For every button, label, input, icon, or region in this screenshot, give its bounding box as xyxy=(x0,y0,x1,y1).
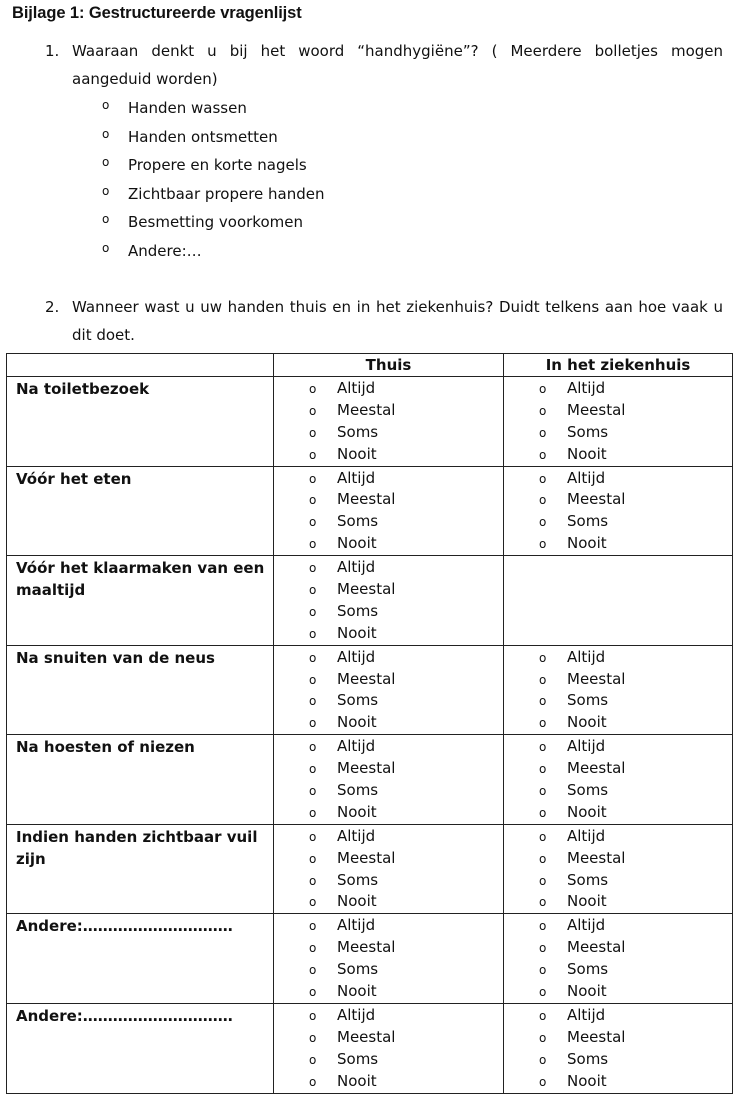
radio-circle-icon[interactable]: o xyxy=(309,851,317,866)
option-zichtbaar-propere-handen[interactable] xyxy=(0,180,750,209)
frequency-option[interactable] xyxy=(504,647,732,669)
frequency-label: Altijd xyxy=(337,647,376,666)
frequency-label: Nooit xyxy=(337,982,377,1001)
frequency-label: Soms xyxy=(567,1049,609,1068)
frequency-label: Soms xyxy=(337,960,379,979)
option-label: Besmetting voorkomen xyxy=(128,213,303,232)
frequency-label: Soms xyxy=(567,781,609,800)
frequency-option[interactable] xyxy=(274,959,503,981)
frequency-option[interactable] xyxy=(504,959,732,981)
cell-ziekenhuis xyxy=(504,735,733,825)
radio-circle-icon[interactable]: o xyxy=(102,240,110,255)
frequency-label: Soms xyxy=(337,512,379,531)
cell-thuis xyxy=(274,824,504,914)
frequency-option[interactable] xyxy=(504,489,732,511)
radio-circle-icon[interactable]: o xyxy=(309,672,317,687)
radio-circle-icon[interactable]: o xyxy=(539,919,547,934)
frequency-option[interactable] xyxy=(274,736,503,758)
question-1-text: Waaraan denkt u bij het woord “handhygiëne”? ( Meerdere bolletjes mogen aangeduid worden) xyxy=(72,42,723,88)
frequency-option[interactable] xyxy=(504,400,732,422)
radio-circle-icon[interactable]: o xyxy=(309,694,317,709)
radio-circle-icon[interactable]: o xyxy=(309,895,317,910)
cell-thuis xyxy=(274,735,504,825)
radio-circle-icon[interactable]: o xyxy=(102,212,110,227)
frequency-option[interactable] xyxy=(504,848,732,870)
frequency-label: Nooit xyxy=(337,623,377,642)
radio-circle-icon[interactable]: o xyxy=(102,126,110,141)
frequency-options xyxy=(274,557,503,645)
radio-circle-icon[interactable]: o xyxy=(539,425,547,440)
frequency-label: Altijd xyxy=(567,826,606,845)
frequency-label: Nooit xyxy=(567,444,607,463)
radio-circle-icon[interactable]: o xyxy=(309,561,317,576)
frequency-option[interactable] xyxy=(504,937,732,959)
radio-circle-icon[interactable]: o xyxy=(309,740,317,755)
frequency-option[interactable] xyxy=(274,712,503,734)
radio-circle-icon[interactable]: o xyxy=(102,183,110,198)
table-row xyxy=(7,645,733,735)
row-label: Na snuiten van de neus xyxy=(7,645,274,735)
radio-circle-icon[interactable]: o xyxy=(309,493,317,508)
frequency-label: Nooit xyxy=(567,534,607,553)
frequency-option[interactable] xyxy=(504,690,732,712)
row-label: Andere:………………………… xyxy=(7,1003,274,1093)
radio-circle-icon[interactable]: o xyxy=(309,1052,317,1067)
row-label: Indien handen zichtbaar vuil zijn xyxy=(7,824,274,914)
frequency-label: Nooit xyxy=(337,444,377,463)
frequency-option[interactable] xyxy=(504,891,732,913)
radio-circle-icon[interactable]: o xyxy=(309,403,317,418)
option-label: Handen wassen xyxy=(128,99,247,117)
option-label: Andere:… xyxy=(128,241,202,260)
radio-circle-icon[interactable]: o xyxy=(539,537,547,552)
table-row xyxy=(7,466,733,556)
frequency-option[interactable] xyxy=(274,780,503,802)
frequency-table xyxy=(6,353,733,1094)
radio-circle-icon[interactable]: o xyxy=(539,784,547,799)
header-empty xyxy=(7,354,274,377)
frequency-label: Soms xyxy=(567,870,609,889)
radio-circle-icon[interactable]: o xyxy=(309,762,317,777)
table-row xyxy=(7,735,733,825)
frequency-option[interactable] xyxy=(504,1005,732,1027)
frequency-label: Nooit xyxy=(337,892,377,911)
frequency-label: Meestal xyxy=(337,580,396,599)
frequency-option[interactable] xyxy=(504,981,732,1003)
question-2-text: Wanneer wast u uw handen thuis en in het ziekenhuis? Duidt telkens aan hoe vaak u dit doet. xyxy=(72,298,723,344)
frequency-option[interactable] xyxy=(274,647,503,669)
frequency-option[interactable] xyxy=(274,1049,503,1071)
frequency-option[interactable] xyxy=(274,1071,503,1093)
frequency-options xyxy=(274,826,503,914)
frequency-label: Nooit xyxy=(567,1071,607,1090)
header-ziekenhuis: In het ziekenhuis xyxy=(504,354,733,377)
radio-circle-icon[interactable]: o xyxy=(309,425,317,440)
frequency-option[interactable] xyxy=(274,848,503,870)
radio-circle-icon[interactable]: o xyxy=(539,805,547,820)
row-label: Vóór het klaarmaken van een maaltijd xyxy=(7,556,274,646)
radio-circle-icon[interactable]: o xyxy=(539,716,547,731)
radio-circle-icon[interactable]: o xyxy=(539,447,547,462)
radio-circle-icon[interactable]: o xyxy=(539,650,547,665)
frequency-options xyxy=(504,915,732,1003)
frequency-label: Meestal xyxy=(567,490,626,509)
frequency-label: Altijd xyxy=(567,1005,606,1024)
frequency-option[interactable] xyxy=(274,422,503,444)
radio-circle-icon[interactable]: o xyxy=(539,672,547,687)
frequency-option[interactable] xyxy=(274,601,503,623)
frequency-label: Altijd xyxy=(337,737,376,756)
table-row xyxy=(7,824,733,914)
radio-circle-icon[interactable]: o xyxy=(539,873,547,888)
frequency-option[interactable] xyxy=(274,758,503,780)
row-label: Na hoesten of niezen xyxy=(7,735,274,825)
frequency-label: Nooit xyxy=(337,713,377,732)
radio-circle-icon[interactable]: o xyxy=(309,447,317,462)
frequency-label: Meestal xyxy=(567,669,626,688)
frequency-label: Meestal xyxy=(567,759,626,778)
frequency-label: Soms xyxy=(337,870,379,889)
frequency-label: Altijd xyxy=(337,826,376,845)
frequency-label: Meestal xyxy=(337,938,396,957)
frequency-options xyxy=(504,647,732,735)
cell-thuis xyxy=(274,1003,504,1093)
frequency-option[interactable] xyxy=(274,557,503,579)
cell-ziekenhuis xyxy=(504,824,733,914)
question-1-number: 1. xyxy=(45,42,60,60)
frequency-label: Nooit xyxy=(567,802,607,821)
option-label: Zichtbaar propere handen xyxy=(128,184,325,203)
radio-circle-icon[interactable]: o xyxy=(539,829,547,844)
frequency-option[interactable] xyxy=(274,1027,503,1049)
cell-ziekenhuis xyxy=(504,556,733,646)
frequency-options xyxy=(274,736,503,824)
radio-circle-icon[interactable]: o xyxy=(309,537,317,552)
frequency-label: Nooit xyxy=(337,1071,377,1090)
radio-circle-icon[interactable]: o xyxy=(539,762,547,777)
radio-circle-icon[interactable]: o xyxy=(539,382,547,396)
frequency-option[interactable] xyxy=(274,802,503,824)
cell-thuis xyxy=(274,466,504,556)
frequency-options xyxy=(274,468,503,556)
radio-circle-icon[interactable]: o xyxy=(309,829,317,844)
frequency-label: Soms xyxy=(337,601,379,620)
frequency-options xyxy=(274,378,503,466)
radio-circle-icon[interactable]: o xyxy=(539,471,547,486)
frequency-option[interactable] xyxy=(504,1049,732,1071)
frequency-option[interactable] xyxy=(504,736,732,758)
row-label: Vóór het eten xyxy=(7,466,274,556)
table-row xyxy=(7,377,733,467)
cell-thuis xyxy=(274,556,504,646)
option-label: Handen ontsmetten xyxy=(128,127,278,146)
frequency-label: Altijd xyxy=(567,647,606,666)
radio-circle-icon[interactable]: o xyxy=(539,694,547,709)
option-label: Propere en korte nagels xyxy=(128,156,307,175)
cell-ziekenhuis xyxy=(504,1003,733,1093)
frequency-option[interactable] xyxy=(274,1005,503,1027)
radio-circle-icon[interactable]: o xyxy=(539,851,547,866)
radio-circle-icon[interactable]: o xyxy=(539,1008,547,1023)
frequency-option[interactable] xyxy=(504,780,732,802)
frequency-option[interactable] xyxy=(504,826,732,848)
frequency-option[interactable] xyxy=(504,1071,732,1093)
frequency-label: Soms xyxy=(337,422,379,441)
radio-circle-icon[interactable]: o xyxy=(539,493,547,508)
frequency-label: Meestal xyxy=(337,400,396,419)
frequency-option[interactable] xyxy=(504,468,732,490)
frequency-option[interactable] xyxy=(274,690,503,712)
radio-circle-icon[interactable]: o xyxy=(309,583,317,598)
frequency-option[interactable] xyxy=(504,422,732,444)
frequency-options xyxy=(274,647,503,735)
frequency-label: Soms xyxy=(337,781,379,800)
row-label: Na toiletbezoek xyxy=(7,377,274,467)
frequency-label: Nooit xyxy=(337,534,377,553)
frequency-label: Altijd xyxy=(337,1005,376,1024)
radio-circle-icon[interactable]: o xyxy=(309,650,317,665)
frequency-label: Altijd xyxy=(567,468,606,487)
table-row xyxy=(7,914,733,1004)
table-row xyxy=(7,1003,733,1093)
frequency-label: Altijd xyxy=(567,737,606,756)
radio-circle-icon[interactable]: o xyxy=(539,740,547,755)
frequency-options xyxy=(504,468,732,556)
frequency-options xyxy=(274,915,503,1003)
frequency-option[interactable] xyxy=(504,802,732,824)
frequency-option[interactable] xyxy=(504,511,732,533)
frequency-option[interactable] xyxy=(274,669,503,691)
frequency-label: Altijd xyxy=(337,916,376,935)
frequency-label: Soms xyxy=(567,691,609,710)
radio-circle-icon[interactable]: o xyxy=(309,805,317,820)
frequency-label: Meestal xyxy=(337,759,396,778)
frequency-option[interactable] xyxy=(504,712,732,734)
cell-ziekenhuis xyxy=(504,466,733,556)
frequency-label: Meestal xyxy=(567,400,626,419)
frequency-label: Nooit xyxy=(567,982,607,1001)
frequency-label: Soms xyxy=(567,422,609,441)
question-2-number: 2. xyxy=(45,298,60,316)
question-1-options xyxy=(0,94,750,266)
frequency-label: Meestal xyxy=(567,1027,626,1046)
option-handen-wassen[interactable] xyxy=(0,94,750,123)
frequency-option[interactable] xyxy=(274,937,503,959)
frequency-options xyxy=(504,826,732,914)
frequency-option[interactable] xyxy=(274,870,503,892)
frequency-option[interactable] xyxy=(504,669,732,691)
frequency-option[interactable] xyxy=(274,489,503,511)
table-header-row xyxy=(7,354,733,377)
header-thuis: Thuis xyxy=(274,354,504,377)
frequency-label: Altijd xyxy=(337,558,376,577)
radio-circle-icon[interactable]: o xyxy=(309,382,317,396)
frequency-option[interactable] xyxy=(274,444,503,466)
frequency-option[interactable] xyxy=(504,758,732,780)
option-andere[interactable] xyxy=(0,237,750,266)
radio-circle-icon[interactable]: o xyxy=(539,1052,547,1067)
frequency-label: Altijd xyxy=(567,916,606,935)
page-title: Bijlage 1: Gestructureerde vragenlijst xyxy=(12,4,302,22)
frequency-label: Soms xyxy=(567,960,609,979)
frequency-options xyxy=(504,736,732,824)
frequency-option[interactable] xyxy=(274,891,503,913)
frequency-label: Soms xyxy=(567,512,609,531)
frequency-option[interactable] xyxy=(504,1027,732,1049)
radio-circle-icon[interactable]: o xyxy=(309,784,317,799)
frequency-option[interactable] xyxy=(274,511,503,533)
frequency-label: Nooit xyxy=(567,892,607,911)
radio-circle-icon[interactable]: o xyxy=(309,1074,317,1089)
radio-circle-icon[interactable]: o xyxy=(539,1074,547,1089)
radio-circle-icon[interactable]: o xyxy=(309,1008,317,1023)
frequency-label: Meestal xyxy=(567,938,626,957)
radio-circle-icon[interactable]: o xyxy=(309,919,317,934)
radio-circle-icon[interactable]: o xyxy=(309,604,317,619)
option-propere-nagels[interactable] xyxy=(0,151,750,180)
frequency-label: Nooit xyxy=(567,713,607,732)
frequency-label: Nooit xyxy=(337,802,377,821)
cell-ziekenhuis xyxy=(504,914,733,1004)
frequency-option[interactable] xyxy=(504,915,732,937)
radio-circle-icon[interactable]: o xyxy=(102,98,110,112)
radio-circle-icon[interactable]: o xyxy=(539,403,547,418)
radio-circle-icon[interactable]: o xyxy=(539,895,547,910)
frequency-option[interactable] xyxy=(274,579,503,601)
frequency-option[interactable] xyxy=(274,915,503,937)
radio-circle-icon[interactable]: o xyxy=(309,985,317,1000)
frequency-option[interactable] xyxy=(274,826,503,848)
frequency-options xyxy=(274,1005,503,1093)
frequency-option[interactable] xyxy=(274,468,503,490)
frequency-option[interactable] xyxy=(504,378,732,400)
frequency-option[interactable] xyxy=(274,400,503,422)
table-body xyxy=(7,377,733,1094)
radio-circle-icon[interactable]: o xyxy=(539,515,547,530)
radio-circle-icon[interactable]: o xyxy=(539,963,547,978)
cell-ziekenhuis xyxy=(504,377,733,467)
radio-circle-icon[interactable]: o xyxy=(309,873,317,888)
row-label: Andere:………………………… xyxy=(7,914,274,1004)
radio-circle-icon[interactable]: o xyxy=(309,515,317,530)
frequency-label: Meestal xyxy=(567,848,626,867)
frequency-option[interactable] xyxy=(274,378,503,400)
radio-circle-icon[interactable]: o xyxy=(539,985,547,1000)
radio-circle-icon[interactable]: o xyxy=(309,471,317,486)
frequency-option[interactable] xyxy=(274,533,503,555)
frequency-option[interactable] xyxy=(274,981,503,1003)
radio-circle-icon[interactable]: o xyxy=(309,1030,317,1045)
cell-ziekenhuis xyxy=(504,645,733,735)
radio-circle-icon[interactable]: o xyxy=(309,716,317,731)
table-row xyxy=(7,556,733,646)
frequency-label: Meestal xyxy=(337,669,396,688)
option-besmetting-voorkomen[interactable] xyxy=(0,208,750,237)
radio-circle-icon[interactable]: o xyxy=(539,941,547,956)
frequency-label: Altijd xyxy=(337,379,376,397)
radio-circle-icon[interactable]: o xyxy=(102,155,110,170)
frequency-label: Altijd xyxy=(337,468,376,487)
frequency-label: Meestal xyxy=(337,490,396,509)
option-handen-ontsmetten[interactable] xyxy=(0,123,750,152)
frequency-label: Meestal xyxy=(337,1027,396,1046)
frequency-label: Soms xyxy=(337,1049,379,1068)
frequency-option[interactable] xyxy=(504,444,732,466)
frequency-options xyxy=(504,378,732,466)
cell-thuis xyxy=(274,377,504,467)
frequency-label: Altijd xyxy=(567,379,606,397)
frequency-options xyxy=(504,1005,732,1093)
radio-circle-icon[interactable]: o xyxy=(309,963,317,978)
cell-thuis xyxy=(274,914,504,1004)
frequency-option[interactable] xyxy=(504,533,732,555)
frequency-label: Soms xyxy=(337,691,379,710)
frequency-option[interactable] xyxy=(504,870,732,892)
radio-circle-icon[interactable]: o xyxy=(309,941,317,956)
cell-thuis xyxy=(274,645,504,735)
radio-circle-icon[interactable]: o xyxy=(539,1030,547,1045)
radio-circle-icon[interactable]: o xyxy=(309,626,317,641)
frequency-option[interactable] xyxy=(274,623,503,645)
frequency-label: Meestal xyxy=(337,848,396,867)
